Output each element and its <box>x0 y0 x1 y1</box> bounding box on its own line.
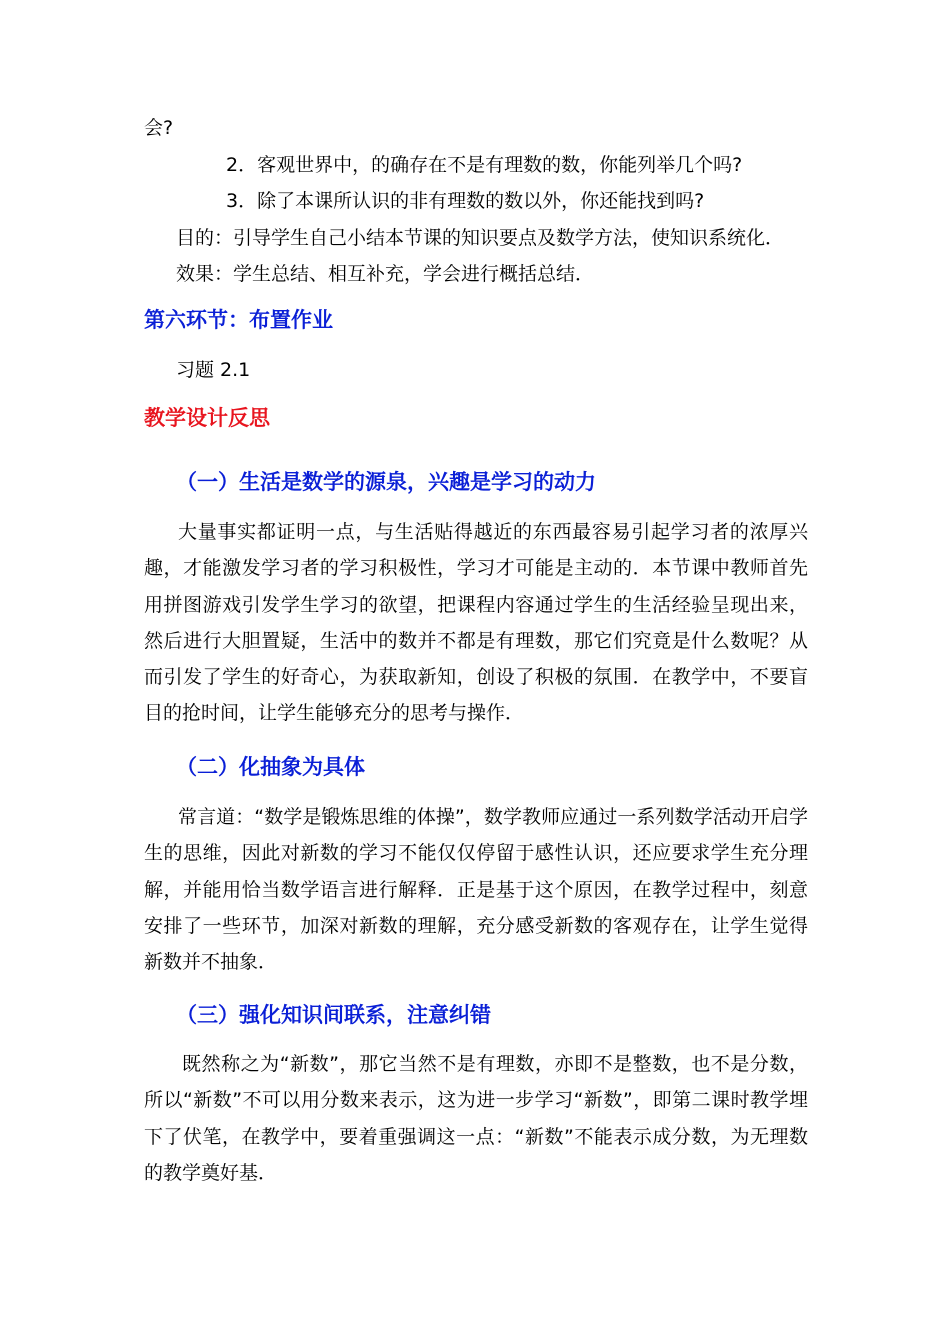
question-3: 3．除了本课所认识的非有理数的数以外，你还能找到吗? <box>226 190 705 212</box>
part3-heading: （三）强化知识间联系，注意纠错 <box>176 1003 491 1027</box>
part3-body: 既然称之为“新数”，那它当然不是有理数，亦即不是整数，也不是分数，所以“新数”不可以用分数来表示，这为进一步学习“新数”，即第二课时教学埋下了伏笔，在教学中，要着重强调这一点：“新数”不能表示成分数，为无理数的教学奠好基． <box>144 1053 808 1184</box>
question-2: 2．客观世界中，的确存在不是有理数的数，你能列举几个吗? <box>226 154 743 176</box>
section6-title: 第六环节：布置作业 <box>144 308 333 332</box>
purpose-line: 目的：引导学生自己小结本节课的知识要点及数学方法，使知识系统化． <box>176 227 785 249</box>
part1-body: 大量事实都证明一点，与生活贴得越近的东西最容易引起学习者的浓厚兴趣，才能激发学习者的学习积极性，学习才可能是主动的．本节课中教师首先用拼图游戏引发学生学习的欲望，把课程内容通过学生的生活经验呈现出来，然后进行大胆置疑，生活中的数并不都是有理数，那它们究竟是什么数呢？从而引发了学生的好奇心，为获取新知，创设了积极的氛围．在教学中，不要盲目的抢时间，让学生能够充分的思考与操作． <box>144 521 808 725</box>
homework-line: 习题 2.1 <box>176 359 251 381</box>
part2-body: 常言道：“数学是锻炼思维的体操”，数学教师应通过一系列数学活动开启学生的思维，因此对新数的学习不能仅仅停留于感性认识，还应要求学生充分理解，并能用恰当数学语言进行解释．正是基于这个原因，在教学过程中，刻意安排了一些环节，加深对新数的理解，充分感受新数的客观存在，让学生觉得新数并不抽象． <box>144 806 808 974</box>
reflection-title: 教学设计反思 <box>144 406 270 430</box>
effect-line: 效果：学生总结、相互补充，学会进行概括总结． <box>176 263 595 285</box>
part2-heading: （二）化抽象为具体 <box>176 755 365 779</box>
part1-heading: （一）生活是数学的源泉，兴趣是学习的动力 <box>176 470 596 494</box>
text-fragment-top: 会? <box>144 117 174 139</box>
